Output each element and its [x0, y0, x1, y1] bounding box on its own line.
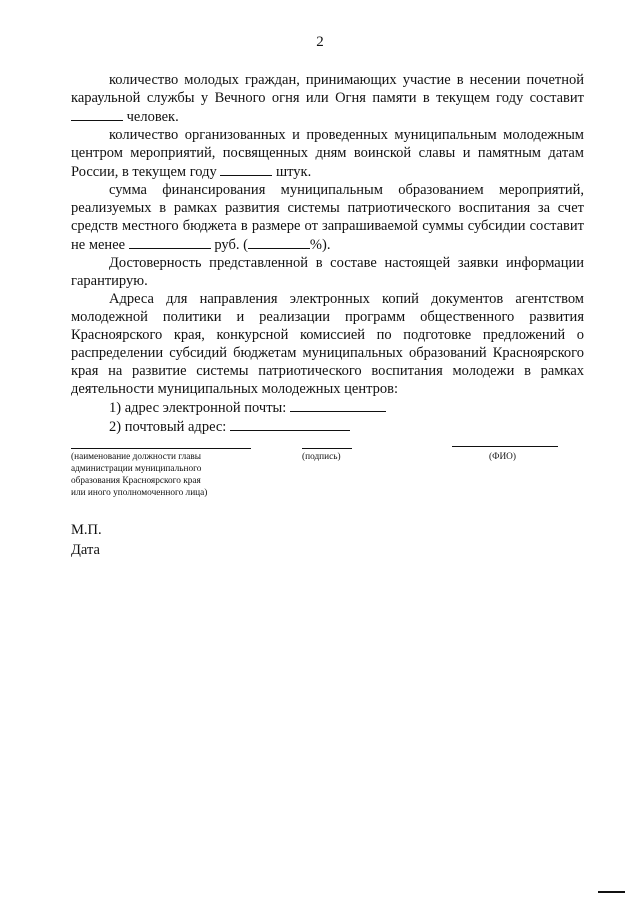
- email-address-label: 1) адрес электронной почты:: [109, 400, 287, 416]
- seal-label: М.П.: [71, 522, 102, 538]
- page-number: 2: [316, 34, 324, 50]
- email-address-item: [71, 398, 584, 417]
- position-caption: [71, 451, 271, 499]
- position-caption-line: (наименование должности главы: [71, 452, 202, 462]
- stamp-block: [71, 520, 102, 560]
- youth-guard-text: количество молодых граждан, принимающих участие в несении почетной караульной службы у Вечного огня или Огня памяти в текущем году составит: [71, 72, 584, 106]
- signature-line: [302, 448, 352, 449]
- paragraph-events: [71, 126, 584, 181]
- paragraph-addresses-intro: Адреса для направления электронных копий документов агентством молодежной политики и реализации программ общественного развития Красноярского края, конкурсной комиссией по подготовке предложений о распределении субсидий бюджетам муниципальных образований Красноярского края на развитие системы патриотического воспитания молодежи в рамках деятельности муниципальных молодежных центров:: [71, 291, 584, 397]
- paragraph-youth-guard: [71, 71, 584, 126]
- position-caption-line: администрации муниципального: [71, 464, 202, 474]
- postal-address-label: 2) почтовый адрес:: [109, 419, 227, 435]
- youth-count-blank: [71, 107, 123, 121]
- position-caption-line: образования Красноярского края: [71, 476, 201, 486]
- paragraph-financing: [71, 181, 584, 254]
- name-caption: (ФИО): [489, 452, 516, 462]
- youth-guard-unit: человек.: [126, 109, 179, 125]
- name-signature-line: [452, 446, 558, 447]
- postal-address-item: [71, 417, 584, 436]
- paragraph-reliability: Достоверность представленной в составе настоящей заявки информации гарантирую.: [71, 255, 584, 289]
- events-count-blank: [220, 162, 272, 176]
- financing-currency: руб. (: [214, 237, 248, 253]
- position-signature-line: [71, 448, 251, 449]
- events-text: количество организованных и проведенных муниципальным молодежным центром мероприятий, посвященных дням воинской славы и памятным датам России, в текущем году: [71, 127, 584, 180]
- scan-edge-mark: [598, 891, 625, 893]
- events-unit: штук.: [276, 164, 312, 180]
- document-body: [71, 71, 584, 436]
- financing-percent: %).: [309, 237, 331, 253]
- date-label: Дата: [71, 542, 100, 558]
- financing-text: сумма финансирования муниципальным образованием мероприятий, реализуемых в рамках развития системы патриотического воспитания за счет средств местного бюджета в размере от запрашиваемой суммы субсидии составит не менее: [71, 182, 584, 253]
- signature-caption: (подпись): [302, 452, 341, 462]
- financing-percent-blank: [248, 235, 310, 249]
- email-address-blank: [290, 398, 386, 412]
- postal-address-blank: [230, 417, 350, 431]
- financing-amount-blank: [129, 235, 211, 249]
- position-caption-line: или иного уполномоченного лица): [71, 488, 208, 498]
